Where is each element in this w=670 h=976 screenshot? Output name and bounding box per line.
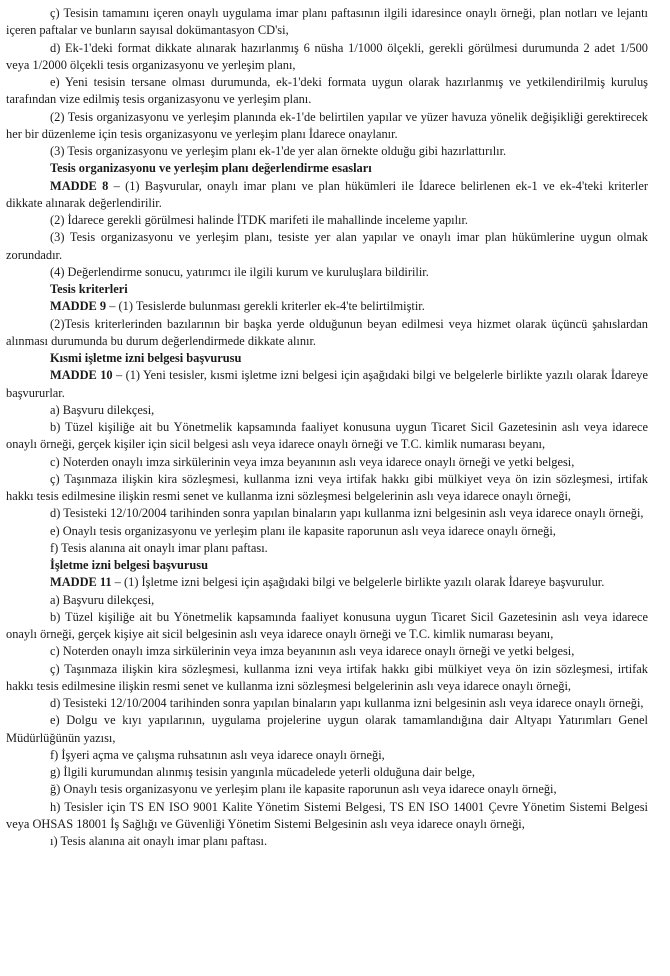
paragraph: g) İlgili kurumundan alınmış tesisin yangınla mücadelede yeterli olduğuna dair belge, xyxy=(50,765,475,779)
paragraph: h) Tesisler için TS EN ISO 9001 Kalite Yönetim Sistemi Belgesi, TS EN ISO 14001 Çevre Yönetim Sistemi Belgesi veya OHSAS 18001 İş Sağlığı ve Güvenliği Yönetim Sistemi Belgesinin aslı veya idarece onaylı örneği, xyxy=(6,799,648,831)
paragraph: b) Tüzel kişiliğe ait bu Yönetmelik kapsamında faaliyet konusuna uygun Ticaret Sicil Gazetesinin aslı veya idarece onaylı örneği, gerçek kişiler için sicil belgesi aslı veya idarece onaylı örneği ve T.C. kimlik numarası beyanı, xyxy=(6,420,648,452)
paragraph: c) Noterden onaylı imza sirkülerinin veya imza beyanının aslı veya idarece onaylı örneği ve yetki belgesi, xyxy=(50,454,575,469)
article-paragraph xyxy=(6,574,648,591)
section-heading: İşletme izni belgesi başvurusu xyxy=(50,558,208,572)
paragraph: (3) Tesis organizasyonu ve yerleşim planı ek-1'de yer alan örnekte olduğu gibi hazırlattırılır. xyxy=(50,144,507,158)
article-paragraph xyxy=(6,367,648,402)
paragraph: (3) Tesis organizasyonu ve yerleşim planı, tesiste yer alan yapılar ve onaylı imar plan hükümlerine uygun olmak zorundadır. xyxy=(6,230,648,262)
document-page xyxy=(6,5,648,850)
section-heading: Tesis kriterleri xyxy=(50,282,128,296)
section-heading: Kısmi işletme izni belgesi başvurusu xyxy=(50,351,242,365)
paragraph: ç) Taşınmaza ilişkin kira sözleşmesi, kullanma izni veya irtifak hakkı gibi mülkiyet veya ön izin sözleşmesi, irtifak hakkı tesis edilmesine ilişkin resmi senet ve kullanma izni sözleşmesi belgelerinin aslı veya idarece onaylı örneği, xyxy=(6,661,648,693)
paragraph: a) Başvuru dilekçesi, xyxy=(50,402,155,417)
paragraph: ç) Taşınmaza ilişkin kira sözleşmesi, kullanma izni veya irtifak hakkı gibi mülkiyet veya ön izin sözleşmesi, irtifak hakkı tesis edilmesine ilişkin resmi senet ve kullanma izni sözleşmesi belgelerinin aslı veya idarece onaylı örneği, xyxy=(6,471,648,503)
paragraph: ı) Tesis alanına ait onaylı imar planı paftası. xyxy=(50,834,268,848)
paragraph: d) Tesisteki 12/10/2004 tarihinden sonra yapılan binaların yapı kullanma izni belgesinin aslı veya idarece onaylı örneği, xyxy=(50,506,644,521)
paragraph: f) İşyeri açma ve çalışma ruhsatının aslı veya idarece onaylı örneği, xyxy=(50,747,385,762)
section-heading: Tesis organizasyonu ve yerleşim planı değerlendirme esasları xyxy=(50,161,372,176)
paragraph: b) Tüzel kişiliğe ait bu Yönetmelik kapsamında faaliyet konusuna uygun Ticaret Sicil Gazetesinin aslı veya idarece onaylı örneği, gerçek kişiye ait sicil belgesinin aslı veya idarece onaylı örneği ve T.C. kimlik numarası beyanı, xyxy=(6,609,648,641)
paragraph: (2)Tesis kriterlerinden bazılarının bir başka yerde olduğunun beyan edilmesi veya hizmet olarak üçüncü şahıslardan alınması durumunda bu durum değerlendirmede dikkate alınır. xyxy=(6,316,648,348)
paragraph: e) Dolgu ve kıyı yapılarının, uygulama projelerine uygun olarak tamamlandığına dair Altyapı Yatırımları Genel Müdürlüğünün yazısı, xyxy=(6,713,648,745)
paragraph: d) Ek-1'deki format dikkate alınarak hazırlanmış 6 nüsha 1/1000 ölçekli, gerekli görülmesi durumunda 2 adet 1/500 veya 1/2000 ölçekli tesis organizasyonu ve yerleşim planı, xyxy=(6,40,648,72)
paragraph: ğ) Onaylı tesis organizasyonu ve yerleşim planı ile kapasite raporunun aslı veya idarece onaylı örneği, xyxy=(50,782,557,797)
article-number: MADDE 9 xyxy=(50,299,107,314)
article-number: MADDE 10 xyxy=(50,368,113,383)
paragraph: (2) İdarece gerekli görülmesi halinde İTDK marifeti ile mahallinde inceleme yapılır. xyxy=(50,213,469,227)
article-number: MADDE 11 xyxy=(50,575,112,590)
article-text: – (1) İşletme izni belgesi için aşağıdaki bilgi ve belgelerle birlikte yazılı olarak İdareye başvurulur. xyxy=(111,575,605,590)
article-text: – (1) Tesislerde bulunması gerekli kriterler ek-4'te belirtilmiştir. xyxy=(106,299,425,314)
paragraph: e) Onaylı tesis organizasyonu ve yerleşim planı ile kapasite raporunun aslı veya idarece onaylı örneği, xyxy=(50,523,556,538)
paragraph: a) Başvuru dilekçesi, xyxy=(50,592,155,607)
paragraph: c) Noterden onaylı imza sirkülerinin veya imza beyanının aslı veya idarece onaylı örneği ve yetki belgesi, xyxy=(50,644,575,659)
paragraph: f) Tesis alanına ait onaylı imar planı paftası. xyxy=(50,540,268,555)
paragraph: (4) Değerlendirme sonucu, yatırımcı ile ilgili kurum ve kuruluşlara bildirilir. xyxy=(50,264,429,279)
article-text: – (1) Başvurular, onaylı imar planı ve plan hükümleri ile İdarece belirlenen ek-1 ve ek-4'teki kriterler dikkate alınarak değerlendirilir. xyxy=(6,178,648,210)
paragraph: d) Tesisteki 12/10/2004 tarihinden sonra yapılan binaların yapı kullanma izni belgesinin aslı veya idarece onaylı örneği, xyxy=(50,696,644,710)
paragraph: (2) Tesis organizasyonu ve yerleşim planında ek-1'de belirtilen yapılar ve yüzer havuza yönelik değişikliği gerektirecek her bir düzenleme için tesis organizasyonu ve yerleşim planı İdarece onaylanır. xyxy=(6,109,648,141)
article-number: MADDE 8 xyxy=(50,178,109,193)
paragraph: ç) Tesisin tamamını içeren onaylı uygulama imar planı paftasının ilgili idaresince onaylı örneği, plan notları ve lejantı içeren paftalar ve bunların sayısal dokümantasyon CD'si, xyxy=(6,6,648,38)
article-text: – (1) Yeni tesisler, kısmi işletme izni belgesi için aşağıdaki bilgi ve belgelerle birlikte yazılı olarak İdareye başvururlar. xyxy=(6,368,648,400)
article-paragraph xyxy=(6,298,648,315)
paragraph: e) Yeni tesisin tersane olması durumunda, ek-1'deki formata uygun olarak hazırlanmış ve yetkilendirilmiş kuruluş tarafından vize edilmiş tesis organizasyonu ve yerleşim planı. xyxy=(6,75,648,107)
article-paragraph xyxy=(6,178,648,213)
